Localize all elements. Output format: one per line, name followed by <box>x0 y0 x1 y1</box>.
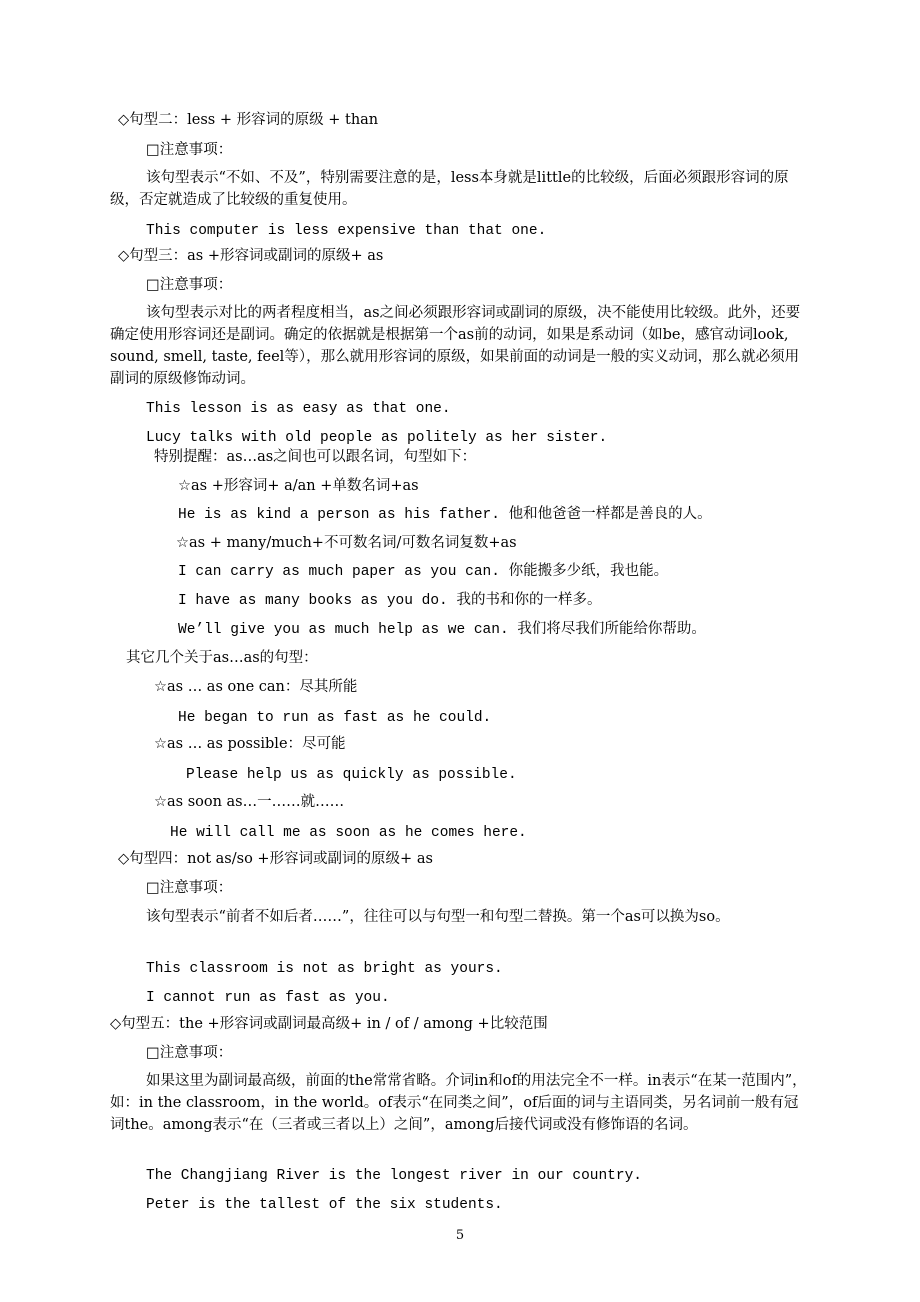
pattern3-star-3-example: He began to run as fast as he could. <box>178 710 492 726</box>
pattern5-paragraph: 如果这里为副词最高级，前面的the常常省略。介词in和of的用法完全不一样。in表示“在某一范围内”，如：in the classroom，in the world。of表示“在同类之间”，of后面的词与主语同类，另名词前一般有冠词the。among表示“在（三者或三者以上）之间”，among后接代词或没有修饰语的名词。 <box>110 1073 807 1133</box>
pattern3-star-2-example-2: I have as many books as you do. 我的书和你的一样多。 <box>178 593 602 609</box>
pattern5-note-label: □注意事项： <box>146 1045 233 1061</box>
pattern4-example-1: This classroom is not as bright as yours. <box>146 961 503 977</box>
pattern2-note-label: □注意事项： <box>146 142 233 158</box>
pattern3-paragraph: 该句型表示对比的两者程度相当，as之间必须跟形容词或副词的原级，决不能使用比较级。此外，还要确定使用形容词还是副词。确定的依据就是根据第一个as前的动词，如果是系动词（如be，感官动词look, sound, smell, taste, feel等），那么就用形容词的原级，如果前面的动词是一般的实义动词，那么就必须用副词的原级修饰动词。 <box>110 305 801 387</box>
pattern3-example-2: Lucy talks with old people as politely as her sister. <box>146 430 608 446</box>
pattern3-example-1: This lesson is as easy as that one. <box>146 401 451 417</box>
pattern3-other-heading: 其它几个关于as…as的句型： <box>126 650 318 666</box>
pattern3-star-3: ☆as … as one can：尽其所能 <box>154 679 358 695</box>
pattern4-title: ◇句型四：not as/so +形容词或副词的原级+ as <box>118 851 433 867</box>
pattern3-star-5: ☆as soon as…一……就…… <box>154 794 345 810</box>
pattern5-title: ◇句型五：the +形容词或副词最高级+ in / of / among +比较范围 <box>110 1016 548 1032</box>
pattern3-star-4: ☆as … as possible：尽可能 <box>154 736 346 752</box>
pattern5-example-2: Peter is the tallest of the six students. <box>146 1197 503 1213</box>
pattern4-example-2: I cannot run as fast as you. <box>146 990 390 1006</box>
pattern3-tip: 特别提醒：as…as之间也可以跟名词，句型如下： <box>154 449 477 465</box>
pattern5-example-1: The Changjiang River is the longest river in our country. <box>146 1168 642 1184</box>
pattern3-star-2: ☆as + many/much+不可数名词/可数名词复数+as <box>176 535 517 551</box>
pattern3-star-1: ☆as +形容词+ a/an +单数名词+as <box>178 478 419 494</box>
pattern3-star-2-example-3: We’ll give you as much help as we can. 我们将尽我们所能给你帮助。 <box>178 622 706 638</box>
pattern3-note-label: □注意事项： <box>146 277 233 293</box>
pattern3-star-4-example: Please help us as quickly as possible. <box>186 767 517 783</box>
pattern2-example-1: This computer is less expensive than that one. <box>146 223 547 239</box>
page-number: 5 <box>455 1228 465 1243</box>
pattern3-star-2-example-1: I can carry as much paper as you can. 你能搬多少纸，我也能。 <box>178 564 669 580</box>
pattern4-note-label: □注意事项： <box>146 880 233 896</box>
pattern3-title: ◇句型三：as +形容词或副词的原级+ as <box>118 248 384 264</box>
pattern3-star-5-example: He will call me as soon as he comes here. <box>170 825 527 841</box>
pattern3-star-1-example: He is as kind a person as his father. 他和他爸爸一样都是善良的人。 <box>178 507 712 523</box>
pattern4-paragraph: 该句型表示“前者不如后者……”，往往可以与句型一和句型二替换。第一个as可以换为so。 <box>146 909 730 925</box>
pattern2-title: ◇句型二：less + 形容词的原级 + than <box>118 112 379 128</box>
pattern2-paragraph: 该句型表示“不如、不及”，特别需要注意的是，less本身就是little的比较级，后面必须跟形容词的原级，否定就造成了比较级的重复使用。 <box>110 170 789 208</box>
